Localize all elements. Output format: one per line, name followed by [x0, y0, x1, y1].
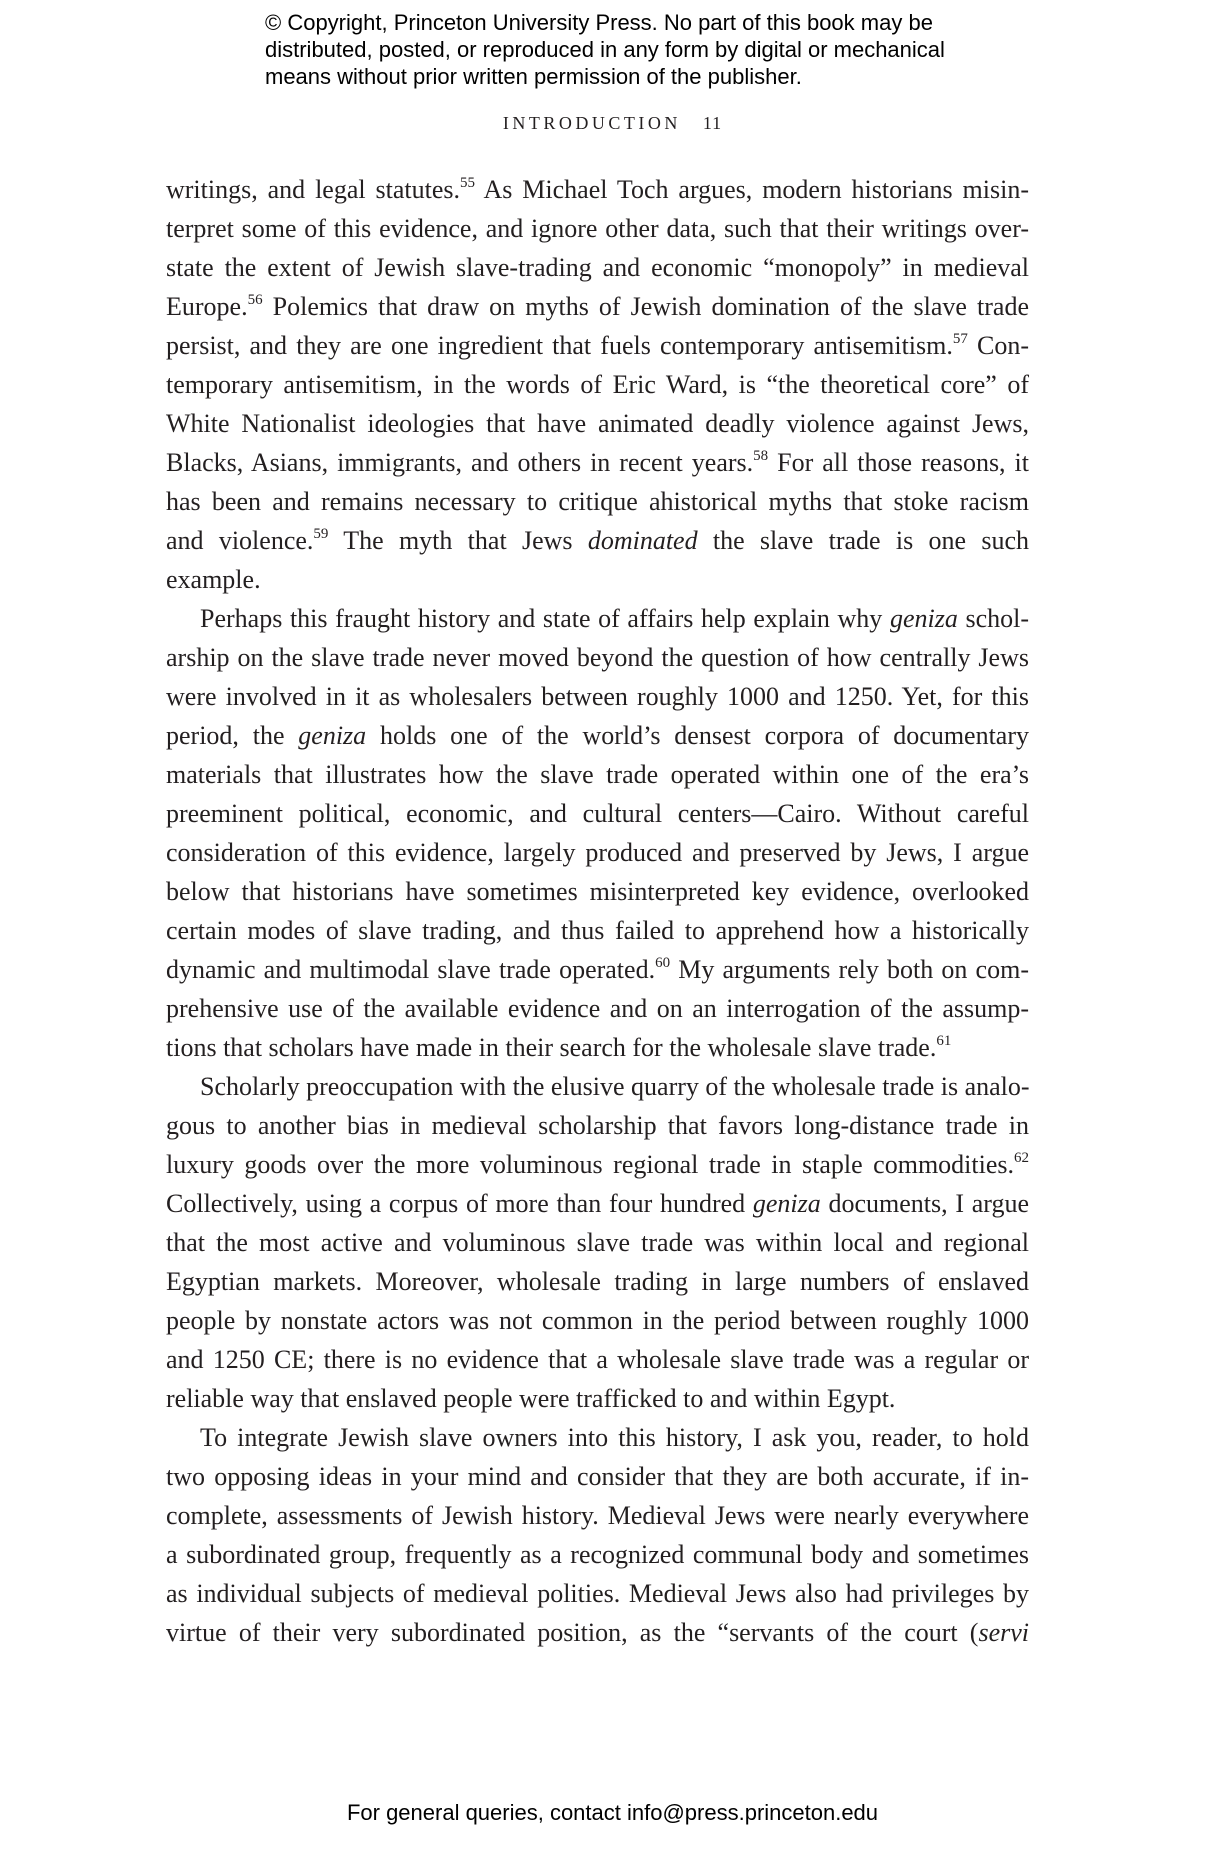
- text-run: below that historians have sometimes misinterpreted key evidence, overlooked: [166, 877, 1029, 906]
- paragraph: [166, 599, 1029, 1067]
- text-line: [166, 287, 1029, 326]
- footnote-ref: 56: [247, 292, 263, 308]
- text-line: [166, 833, 1029, 872]
- text-line: [166, 1457, 1029, 1496]
- text-run: tions that scholars have made in their search for the wholesale slave trade.: [166, 1033, 937, 1062]
- text-run: Polemics that draw on myths of Jewish domination of the slave trade: [262, 292, 1029, 321]
- text-run: Perhaps this fraught history and state of affairs help explain why: [200, 604, 890, 633]
- text-run: My arguments rely both on com-: [670, 955, 1029, 984]
- copyright-line: means without prior written permission of the publisher.: [265, 64, 802, 89]
- text-run: Egyptian markets. Moreover, wholesale trading in large numbers of enslaved: [166, 1267, 1029, 1296]
- text-line: [166, 599, 1029, 638]
- text-line: [166, 443, 1029, 482]
- text-run: consideration of this evidence, largely produced and preserved by Jews, I argue: [166, 838, 1029, 867]
- text-run: period, the: [166, 721, 299, 750]
- italic-term: dominated: [587, 526, 698, 555]
- text-run: two opposing ideas in your mind and consider that they are both accurate, if in-: [166, 1462, 1029, 1491]
- text-line: [166, 248, 1029, 287]
- text-run: virtue of their very subordinated position, as the “servants of the court (: [166, 1618, 979, 1647]
- footnote-ref: 57: [952, 331, 968, 347]
- paragraph: [166, 1067, 1029, 1418]
- text-line: [166, 872, 1029, 911]
- copyright-line: © Copyright, Princeton University Press. No part of this book may be: [265, 10, 933, 35]
- text-line: [166, 1262, 1029, 1301]
- body-text: [166, 170, 1029, 1652]
- text-line: [166, 209, 1029, 248]
- text-line: [166, 326, 1029, 365]
- text-line: [166, 1418, 1029, 1457]
- text-run: holds one of the world’s densest corpora of documentary: [366, 721, 1030, 750]
- text-run: a subordinated group, frequently as a recognized communal body and sometimes: [166, 1540, 1029, 1569]
- page-number: 11: [702, 113, 723, 133]
- text-line: [166, 365, 1029, 404]
- text-run: Collectively, using a corpus of more than four hundred: [166, 1189, 753, 1218]
- section-title: INTRODUCTION: [502, 113, 681, 133]
- text-run: preeminent political, economic, and cultural centers—Cairo. Without careful: [166, 799, 1029, 828]
- text-line: [166, 1301, 1029, 1340]
- text-line: [166, 677, 1029, 716]
- text-run: certain modes of slave trading, and thus failed to apprehend how a historically: [166, 916, 1029, 945]
- text-run: terpret some of this evidence, and ignore other data, such that their writings over-: [166, 214, 1029, 243]
- text-run: documents, I argue: [820, 1189, 1029, 1218]
- text-run: materials that illustrates how the slave trade operated within one of the era’s: [166, 760, 1029, 789]
- text-run: The myth that Jews: [328, 526, 588, 555]
- copyright-notice: [265, 9, 1025, 90]
- text-line: [166, 1028, 1029, 1067]
- footnote-ref: 60: [655, 955, 671, 971]
- text-line: [166, 638, 1029, 677]
- text-line: [166, 716, 1029, 755]
- copyright-line: distributed, posted, or reproduced in any form by digital or mechanical: [265, 37, 945, 62]
- text-run: prehensive use of the available evidence and on an interrogation of the assump-: [166, 994, 1029, 1023]
- text-line: [166, 950, 1029, 989]
- footnote-ref: 55: [460, 175, 475, 191]
- text-run: Scholarly preoccupation with the elusive quarry of the wholesale trade is analo-: [200, 1072, 1030, 1101]
- footnote-ref: 62: [1014, 1150, 1029, 1166]
- text-run: schol-: [957, 604, 1029, 633]
- text-run: luxury goods over the more voluminous regional trade in staple commodities.: [166, 1150, 1014, 1179]
- footer-contact: For general queries, contact info@press.princeton.edu: [346, 1800, 879, 1825]
- text-line: [166, 560, 1029, 599]
- text-line: [166, 1340, 1029, 1379]
- text-line: [166, 911, 1029, 950]
- paragraph: [166, 1418, 1029, 1652]
- paragraph: [166, 170, 1029, 599]
- text-run: people by nonstate actors was not common in the period between roughly 1000: [166, 1306, 1029, 1335]
- text-line: [166, 1535, 1029, 1574]
- text-run: has been and remains necessary to critique ahistorical myths that stoke racism: [166, 487, 1029, 516]
- text-run: Blacks, Asians, immigrants, and others in recent years.: [166, 448, 754, 477]
- text-run: and violence.: [166, 526, 314, 555]
- text-line: [166, 521, 1029, 560]
- text-run: dynamic and multimodal slave trade operated.: [166, 955, 656, 984]
- text-run: complete, assessments of Jewish history. Medieval Jews were nearly everywhere: [166, 1501, 1029, 1530]
- running-head: [0, 113, 1225, 134]
- text-run: as individual subjects of medieval polities. Medieval Jews also had privileges by: [166, 1579, 1029, 1608]
- text-line: [166, 1613, 1029, 1652]
- text-run: and 1250 CE; there is no evidence that a wholesale slave trade was a regular or: [166, 1345, 1029, 1374]
- italic-term: geniza: [298, 721, 367, 750]
- text-run: Europe.: [166, 292, 248, 321]
- text-run: the slave trade is one such: [697, 526, 1030, 555]
- text-run: persist, and they are one ingredient that fuels contemporary antisemitism.: [166, 331, 953, 360]
- text-line: [166, 1379, 1029, 1418]
- text-run: were involved in it as wholesalers between roughly 1000 and 1250. Yet, for this: [166, 682, 1029, 711]
- text-run: writings, and legal statutes.: [166, 175, 460, 204]
- text-run: state the extent of Jewish slave-trading and economic “monopoly” in medieval: [166, 253, 1029, 282]
- text-line: [166, 1106, 1029, 1145]
- text-line: [166, 794, 1029, 833]
- text-line: [166, 1496, 1029, 1535]
- text-run: example.: [166, 565, 261, 594]
- text-line: [166, 1145, 1029, 1184]
- text-run: temporary antisemitism, in the words of Eric Ward, is “the theoretical core” of: [166, 370, 1029, 399]
- text-run: As Michael Toch argues, modern historians misin-: [475, 175, 1029, 204]
- italic-term: geniza: [889, 604, 958, 633]
- footnote-ref: 61: [936, 1033, 952, 1049]
- text-line: [166, 1223, 1029, 1262]
- text-line: [166, 404, 1029, 443]
- text-run: that the most active and voluminous slave trade was within local and regional: [166, 1228, 1029, 1257]
- text-line: [166, 755, 1029, 794]
- text-run: White Nationalist ideologies that have animated deadly violence against Jews,: [166, 409, 1029, 438]
- text-line: [166, 1067, 1029, 1106]
- text-run: arship on the slave trade never moved beyond the question of how centrally Jews: [166, 643, 1029, 672]
- text-run: To integrate Jewish slave owners into this history, I ask you, reader, to hold: [200, 1423, 1029, 1452]
- footnote-ref: 59: [313, 526, 329, 542]
- text-run: reliable way that enslaved people were trafficked to and within Egypt.: [166, 1384, 896, 1413]
- text-run: For all those reasons, it: [768, 448, 1029, 477]
- text-line: [166, 989, 1029, 1028]
- text-run: Con-: [967, 331, 1030, 360]
- footnote-ref: 58: [753, 448, 769, 464]
- text-line: [166, 482, 1029, 521]
- text-line: [166, 170, 1029, 209]
- italic-term: servi: [978, 1618, 1029, 1647]
- text-line: [166, 1184, 1029, 1223]
- text-line: [166, 1574, 1029, 1613]
- text-run: gous to another bias in medieval scholarship that favors long-distance trade in: [166, 1111, 1029, 1140]
- italic-term: geniza: [752, 1189, 821, 1218]
